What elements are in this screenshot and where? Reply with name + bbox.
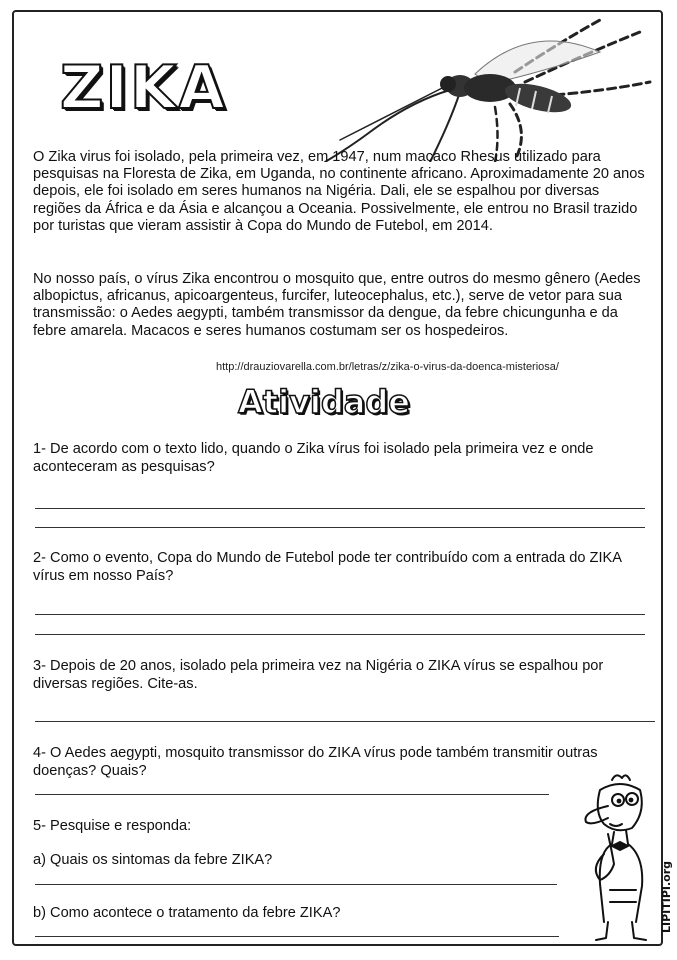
page-title: ZIKA (60, 53, 227, 123)
question-3: 3- Depois de 20 anos, isolado pela primeira vez na Nigéria o ZIKA vírus se espalhou por diversas regiões. Cite-as. (33, 658, 604, 692)
answer-line[interactable] (35, 614, 645, 615)
answer-line[interactable] (35, 634, 645, 635)
answer-line[interactable] (35, 721, 655, 722)
question-2: 2- Como o evento, Copa do Mundo de Futebol pode ter contribuído com a entrada do ZIKA vírus em nosso País? (33, 550, 622, 584)
brand-watermark: LIPITIPI.org (660, 860, 673, 933)
answer-line[interactable] (35, 794, 549, 795)
question-5b: b) Como acontece o tratamento da febre ZIKA? (33, 905, 341, 921)
mosquito-illustration (300, 12, 660, 162)
thinking-cartoon-character (560, 772, 656, 942)
source-link[interactable]: http://drauziovarella.com.br/letras/z/zika-o-virus-da-doenca-misteriosa/ (216, 361, 559, 373)
answer-line[interactable] (35, 527, 645, 528)
question-5a: a) Quais os sintomas da febre ZIKA? (33, 852, 273, 868)
question-4: 4- O Aedes aegypti, mosquito transmissor do ZIKA vírus pode também transmitir outras doenças? Quais? (33, 745, 598, 779)
activity-heading: Atividade (238, 383, 410, 421)
answer-line[interactable] (35, 884, 557, 885)
question-1: 1- De acordo com o texto lido, quando o Zika vírus foi isolado pela primeira vez e onde aconteceram as pesquisas? (33, 441, 594, 475)
intro-paragraph-1: O Zika virus foi isolado, pela primeira vez, em 1947, num macaco Rhesus utilizado para pesquisas na Floresta de Zika, em Uganda, no continente africano. Aproximadamente 20 anos depois, ele foi isolado em seres humanos na Nigéria. Dali, ele se espalhou por diversas regiões da África e da Ásia e alcançou a Oceania. Possivelmente, ele entrou no Brasil trazido por turistas que vieram assistir à Copa do Mundo de Futebol, em 2014. (33, 149, 645, 234)
answer-line[interactable] (35, 936, 559, 937)
question-5: 5- Pesquise e responda: (33, 818, 192, 834)
answer-line[interactable] (35, 508, 645, 509)
intro-paragraph-2: No nosso país, o vírus Zika encontrou o mosquito que, entre outros do mesmo gênero (Aedes albopictus, africanus, apicoargenteus, furcifer, luteocephalus, etc.), serve de vetor para sua transmissão: o Aedes aegypti, também transmissor da dengue, da febre chicungunha e da febre amarela. Macacos e seres humanos costumam ser os hospedeiros. (33, 271, 641, 339)
